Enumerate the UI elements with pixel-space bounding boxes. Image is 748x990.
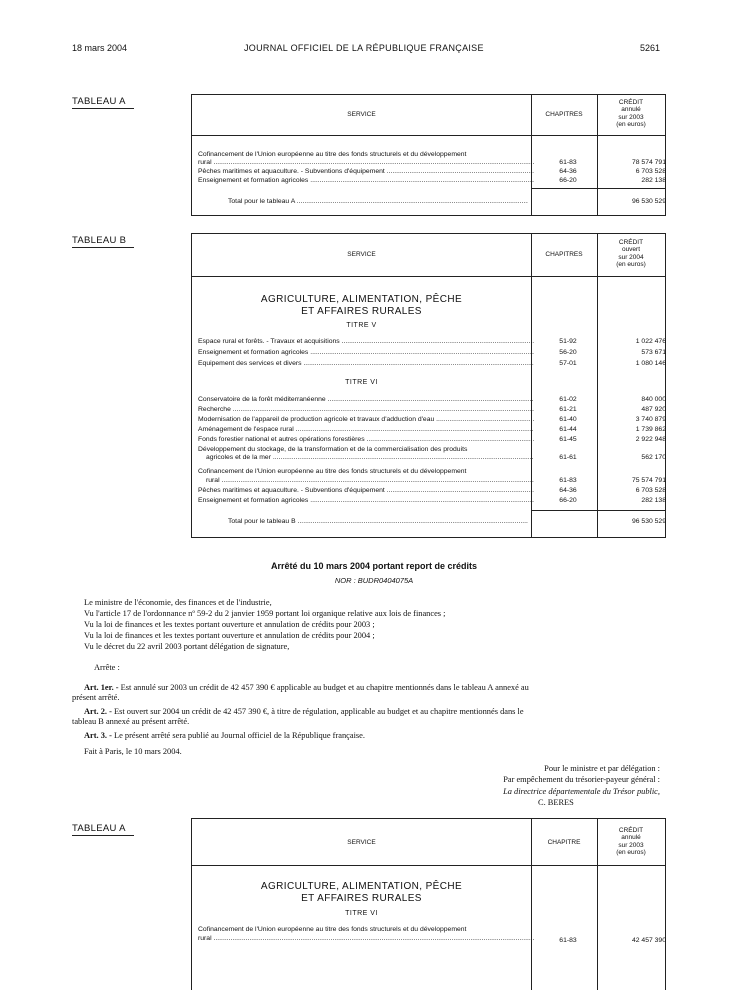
titre-vi: TITRE VI xyxy=(345,379,378,386)
article-1-cont: présent arrêté. xyxy=(72,693,120,702)
table-row: rural ..... xyxy=(198,935,534,944)
signature-name: C. BERES xyxy=(538,798,574,807)
table-row: Equipement des services et divers ..... xyxy=(198,360,534,369)
table-row: Modernisation de l'appareil de production agricole et travaux d'adduction d'eau ..... xyxy=(198,416,534,425)
col-service: SERVICE xyxy=(347,839,376,846)
col-credit: CRÉDIT ouvert sur 2004 (en euros) xyxy=(616,239,646,269)
page-number: 5261 xyxy=(640,43,661,53)
arrete-title: Arrêté du 10 mars 2004 portant report de crédits xyxy=(270,561,478,571)
table-row: Enseignement et formation agricoles ..... xyxy=(198,497,534,506)
article-1: Art. 1er. - Est annulé sur 2003 un crédit de 42 457 390 € applicable au budget et au chapitre mentionnés dans le tableau A annexé au xyxy=(84,683,529,692)
table-row: Enseignement et formation agricoles ..... xyxy=(198,177,534,186)
table-row: Recherche ..... xyxy=(198,406,534,415)
table-row: rural ..... xyxy=(206,477,534,486)
titre-v: TITRE V xyxy=(346,322,377,329)
intro-line: Le ministre de l'économie, des finances et de l'industrie, xyxy=(84,598,272,607)
col-chapitres: CHAPITRES xyxy=(545,251,583,258)
total-value: 96 530 529 xyxy=(631,518,666,525)
journal-title: JOURNAL OFFICIEL DE LA RÉPUBLIQUE FRANÇAISE xyxy=(244,43,484,53)
nor-reference: NOR : BUDR0404075A xyxy=(334,576,414,585)
table-b-label: TABLEAU B xyxy=(72,235,127,246)
table-a-label: TABLEAU A xyxy=(72,823,126,834)
page-date: 18 mars 2004 xyxy=(72,43,128,53)
table-b: SERVICE CHAPITRES CRÉDIT ouvert sur 2004 (en euros) AGRICULTURE, ALIMENTATION, PÊCHE ET AFFAIRES RURALES TITRE V Espace rural et forêts. - Travaux et acquisitions ..... 51-92 1 022 476 Enseignement et formation agricoles ..... 56-20 573 671 Equipement des services et divers ..... 57-01 1 080 146 TITRE VI Conservatoire de la forêt méditerranéenne ..... 61-02 840 000 Recherche ..... 61-21 487 920 Modernisation de l'appareil de production agricole et travaux d'adduction d'eau ..... 61-40 3 740 879 Aménagement de l'espace rural ..... 61-44 1 739 862 Fonds forestier national et autres opérations forestières ..... 61-45 2 922 948 Développement du stockage, de la transformation et de la commercialisation des produits agricoles et de la mer ..... 61-61 562 170 Cofinancement de l'Union européenne au titre des fonds structurels et du développement rural ..... 61-83 75 574 791 Pêches maritimes et aquaculture. - Subventions d'équipement ..... 64-36 6 703 528 Enseignement et formation agricoles ..... 66-20 282 138 Total pour le tableau B ..... 96 530 529 xyxy=(191,233,666,538)
table-row: Aménagement de l'espace rural ..... xyxy=(198,426,534,435)
col-chapitre: CHAPITRE xyxy=(547,839,581,846)
table-row: Cofinancement de l'Union européenne au titre des fonds structurels et du développement xyxy=(198,926,467,933)
col-credit: CRÉDIT annulé sur 2003 (en euros) xyxy=(616,99,646,129)
divider xyxy=(72,247,134,248)
table-row: rural ..... xyxy=(198,159,534,168)
signature-line: Pour le ministre et par délégation : xyxy=(544,764,660,773)
divider xyxy=(72,835,134,836)
table-row: Développement du stockage, de la transformation et de la commercialisation des produits xyxy=(198,446,468,453)
article-2-cont: tableau B annexé au présent arrêté. xyxy=(72,717,190,726)
table-row: Cofinancement de l'Union européenne au titre des fonds structurels et du développement xyxy=(198,151,467,158)
total-value: 96 530 529 xyxy=(631,198,666,205)
intro-line: Vu le décret du 22 avril 2003 portant délégation de signature, xyxy=(84,642,290,651)
col-credit: CRÉDIT annulé sur 2003 (en euros) xyxy=(616,827,646,857)
table-row: Espace rural et forêts. - Travaux et acquisitions ..... xyxy=(198,338,534,347)
article-2: Art. 2. - Est ouvert sur 2004 un crédit de 42 457 390 €, à titre de régulation, applicable au budget et au chapitre mentionnés dans le xyxy=(84,707,524,716)
section-title: AGRICULTURE, ALIMENTATION, PÊCHE ET AFFAIRES RURALES xyxy=(260,881,463,904)
table-row: Pêches maritimes et aquaculture. - Subventions d'équipement ..... xyxy=(198,487,534,496)
table-a-label: TABLEAU A xyxy=(72,96,126,107)
signature-line: Par empêchement du trésorier-payeur général : xyxy=(503,775,660,784)
table-row: agricoles et de la mer ..... xyxy=(206,454,534,463)
table-a-2: SERVICE CHAPITRE CRÉDIT annulé sur 2003 (en euros) AGRICULTURE, ALIMENTATION, PÊCHE ET AFFAIRES RURALES TITRE VI Cofinancement de l'Union européenne au titre des fonds structurels et du développement rural ..... 61-83 42 457 390 xyxy=(191,818,666,990)
arrete-word: Arrête : xyxy=(94,663,120,672)
intro-line: Vu l'article 17 de l'ordonnance nº 59-2 du 2 janvier 1959 portant loi organique relative aux lois de finances ; xyxy=(84,609,446,618)
table-row: Pêches maritimes et aquaculture. - Subventions d'équipement ..... xyxy=(198,168,534,177)
intro-line: Vu la loi de finances et les textes portant ouverture et annulation de crédits pour 2004 ; xyxy=(84,631,375,640)
col-chapitres: CHAPITRES xyxy=(545,111,583,118)
table-row: Fonds forestier national et autres opérations forestières ..... xyxy=(198,436,534,445)
table-a: SERVICE CHAPITRES CRÉDIT annulé sur 2003 (en euros) Cofinancement de l'Union européenne au titre des fonds structurels et du développement rural ..... 61-83 78 574 791 Pêches maritimes et aquaculture. - Subventions d'équipement ..... 64-36 6 703 528 Enseignement et formation agricoles ..... 66-20 282 138 Total pour le tableau A ..... 96 530 529 xyxy=(191,94,666,216)
intro-line: Vu la loi de finances et les textes portant ouverture et annulation de crédits pour 2003 ; xyxy=(84,620,375,629)
col-service: SERVICE xyxy=(347,251,376,258)
titre-vi: TITRE VI xyxy=(345,910,378,917)
section-title: AGRICULTURE, ALIMENTATION, PÊCHE ET AFFAIRES RURALES xyxy=(260,294,463,317)
total-label: Total pour le tableau B ..... xyxy=(228,518,528,527)
table-row: Cofinancement de l'Union européenne au titre des fonds structurels et du développement xyxy=(198,468,467,475)
divider xyxy=(72,108,134,109)
fait-a-paris: Fait à Paris, le 10 mars 2004. xyxy=(84,747,182,756)
article-3: Art. 3. - Le présent arrêté sera publié au Journal officiel de la République française. xyxy=(84,731,365,740)
col-service: SERVICE xyxy=(347,111,376,118)
total-label: Total pour le tableau A ..... xyxy=(228,198,528,207)
table-row: Conservatoire de la forêt méditerranéenne ..... xyxy=(198,396,534,405)
table-row: Enseignement et formation agricoles ..... xyxy=(198,349,534,358)
signature-line: La directrice départementale du Trésor public, xyxy=(503,787,660,796)
